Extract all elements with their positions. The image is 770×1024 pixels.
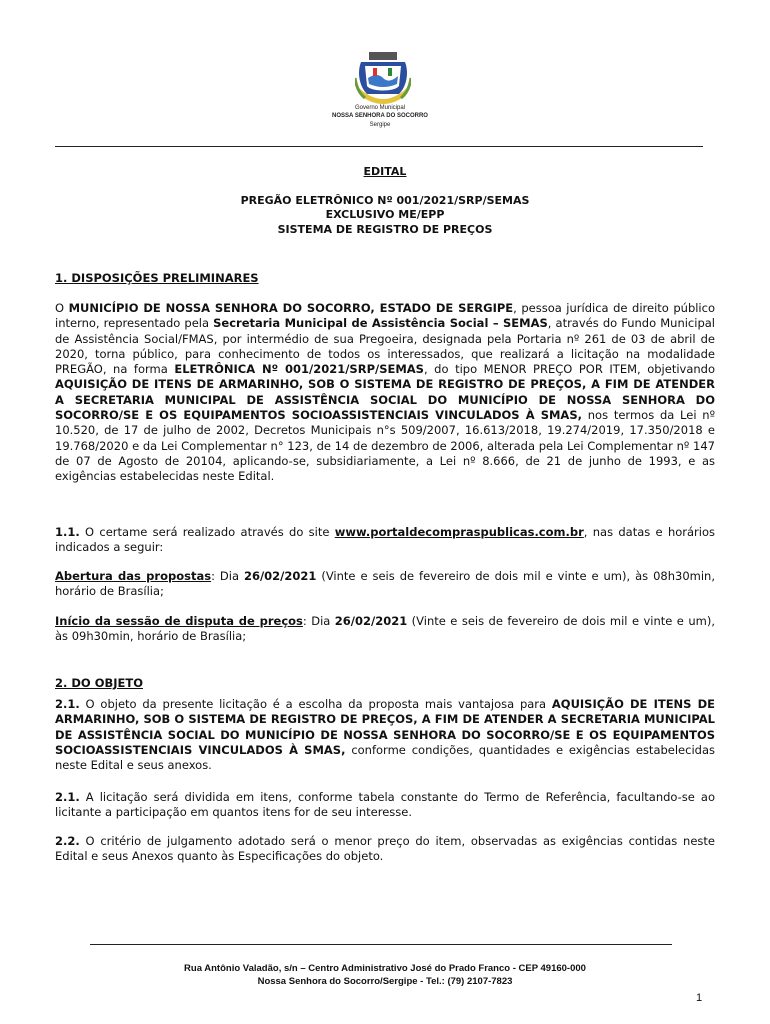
text-segment: ELETRÔNICA Nº 001/2021/SRP/SEMAS: [174, 362, 424, 377]
exclusivo-title: EXCLUSIVO ME/EPP: [325, 208, 445, 221]
text-segment: , pessoa jurídica de direito público interno, representado pela: [55, 301, 715, 331]
section-2-heading: 2. DO OBJETO: [55, 676, 143, 690]
text-segment: MUNICÍPIO DE NOSSA SENHORA DO SOCORRO, ESTADO DE SERGIPE: [68, 301, 514, 315]
footer-divider: [90, 944, 672, 945]
text-segment: O: [55, 301, 69, 315]
text-segment: (Vinte e seis de fevereiro de dois mil e vinte e um), às 09h30min, horário de Brasília;: [55, 614, 715, 644]
text-segment: O critério de julgamento adotado será o menor preço do item, observadas as exigências contidas neste Edital e seus Anexos quanto às Especificações do objeto.: [55, 834, 715, 864]
text-segment: Início da sessão de disputa de preços: [55, 614, 303, 628]
text-segment: : Dia: [302, 614, 335, 628]
text-segment: , do tipo MENOR PREÇO POR ITEM, objetivando: [423, 362, 716, 377]
section-1-1-paragraph: [55, 525, 715, 556]
section-1-paragraph: [55, 301, 715, 485]
text-segment: O objeto da presente licitação é a escolha da proposta mais vantajosa para: [79, 697, 552, 711]
edital-title: EDITAL: [363, 165, 407, 178]
text-segment: Abertura das propostas: [55, 569, 212, 583]
text-segment: 26/02/2021: [243, 569, 317, 583]
text-segment: 2.2.: [55, 834, 80, 848]
text-segment: nos termos da Lei nº 10.520, de 17 de julho de 2002, Decretos Municipais n°s 509/2007, 16.613/2018, 19.274/2019, 17.350/2018 e 19.768/2020 e da Lei Complementar n° 123, de 14 de dezembro de 2006, alterada pela Lei Complementar nº 147 de 07 de Agosto de 20104, aplicando-se, subsidiariamente, a Lei nº 8.666, de 21 de junho de 1993, e as exigências estabelecidas neste Edital.: [55, 408, 715, 484]
section-2-2-paragraph: [55, 834, 715, 865]
section-2-1-paragraph: [55, 697, 715, 773]
inicio-disputa-paragraph: [55, 614, 715, 645]
text-segment: : Dia: [211, 569, 244, 583]
text-segment: www.portaldecompraspublicas.com.br: [334, 525, 584, 539]
text-segment: , através do Fundo Municipal de Assistência Social/FMAS, por intermédio de sua Pregoeira, designada pela Portaria nº 261 de 03 de abril de 2020, torna público, para conhecimento de todos os interessados, que realizará a licitação na modalidade PREGÃO, na forma: [55, 316, 715, 377]
text-segment: 26/02/2021: [334, 614, 408, 628]
text-segment: O certame será realizado através do site: [79, 525, 335, 539]
municipal-coat-of-arms-logo: [355, 52, 411, 104]
abertura-propostas-paragraph: [55, 569, 715, 600]
text-segment: AQUISIÇÃO DE ITENS DE ARMARINHO, SOB O SISTEMA DE REGISTRO DE PREÇOS, A FIM DE ATENDER A SECRETARIA MUNICIPAL DE ASSISTÊNCIA SOCIAL DO MUNICÍPIO DE NOSSA SENHORA DO SOCORRO/SE E OS EQUIPAMENTOS SOCIOASSISTENCIAIS VINCULADOS À SMAS,: [55, 697, 716, 757]
gov-line-1: Governo Municipal: [354, 105, 406, 111]
srp-title: SISTEMA DE REGISTRO DE PREÇOS: [277, 223, 493, 236]
text-segment: 2.1.: [55, 697, 80, 711]
text-segment: conforme condições, quantidades e exigências estabelecidas neste Edital e seus anexos.: [55, 742, 715, 773]
text-segment: A licitação será dividida em itens, conforme tabela constante do Termo de Referência, facultando-se ao licitante a participação em quantos itens for de seu interesse.: [55, 790, 715, 820]
gov-line-3: Sergipe: [369, 122, 391, 128]
text-segment: Secretaria Municipal de Assistência Social – SEMAS: [213, 316, 548, 331]
text-segment: 2.1.: [55, 790, 80, 804]
header-divider: [55, 146, 703, 147]
section-2-1b-paragraph: [55, 790, 715, 821]
page-number: 1: [696, 992, 703, 1004]
footer-contact: Nossa Senhora do Socorro/Sergipe - Tel.: (79) 2107-7823: [257, 976, 513, 987]
footer-address: Rua Antônio Valadão, s/n – Centro Administrativo José do Prado Franco - CEP 49160-000: [184, 963, 586, 974]
gov-line-2: NOSSA SENHORA DO SOCORRO: [332, 113, 428, 119]
text-segment: AQUISIÇÃO DE ITENS DE ARMARINHO, SOB O SISTEMA DE REGISTRO DE PREÇOS, A FIM DE ATENDER A SECRETARIA MUNICIPAL DE ASSISTÊNCIA SOCIAL DO MUNICÍPIO DE NOSSA SENHORA DO SOCORRO/SE E OS EQUIPAMENTOS SOCIOASSISTENCIAIS VINCULADOS À SMAS,: [55, 377, 715, 423]
text-segment: , nas datas e horários indicados a seguir:: [55, 525, 715, 555]
section-1-heading: 1. DISPOSIÇÕES PRELIMINARES: [55, 271, 259, 285]
text-segment: (Vinte e seis de fevereiro de dois mil e vinte e um), às 08h30min, horário de Brasília;: [55, 569, 715, 599]
pregao-title: PREGÃO ELETRÔNICO Nº 001/2021/SRP/SEMAS: [240, 194, 530, 207]
text-segment: 1.1.: [55, 525, 80, 539]
